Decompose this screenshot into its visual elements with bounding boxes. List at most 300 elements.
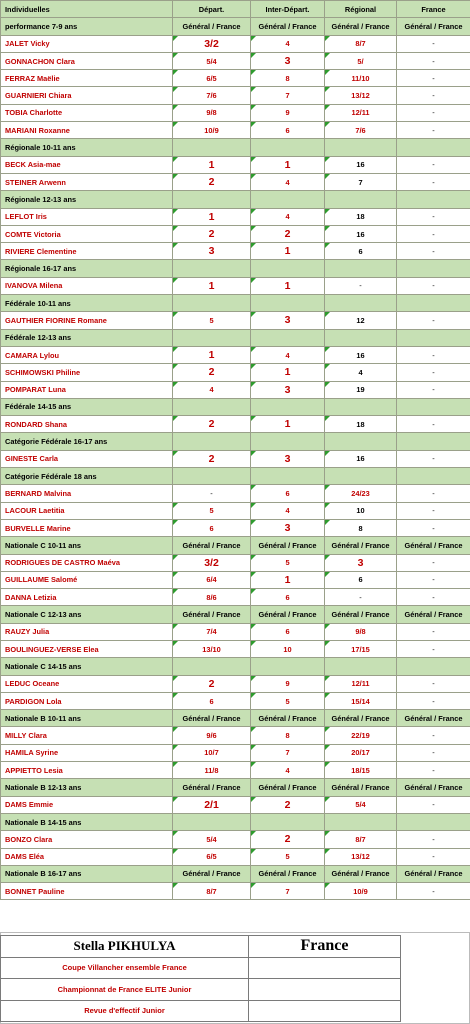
column-header	[173, 658, 251, 675]
athlete-row	[1, 225, 470, 242]
category-header-row	[1, 865, 470, 882]
result-cell: 7/4	[173, 623, 251, 640]
result-cell: 3	[173, 243, 251, 260]
result-cell: 6	[251, 623, 325, 640]
athlete-name: SCHIMOWSKI Philine	[1, 364, 173, 381]
category-header-row	[1, 658, 470, 675]
column-header	[325, 191, 397, 208]
result-cell: 3	[251, 312, 325, 329]
result-cell: 12	[325, 312, 397, 329]
result-cell: 18	[325, 416, 397, 433]
signature-table	[0, 935, 401, 1022]
result-cell: 5/4	[173, 831, 251, 848]
athlete-name: Stella PIKHULYA	[1, 936, 249, 958]
athlete-name: JALET Vicky	[1, 35, 173, 52]
column-header: France	[397, 1, 470, 18]
result-cell: 6	[173, 519, 251, 536]
result-cell: 2/1	[173, 796, 251, 813]
result-cell: 13/10	[173, 640, 251, 657]
category-label: performance 7-9 ans	[1, 18, 173, 35]
result-cell: 1	[173, 277, 251, 294]
athlete-row	[1, 208, 470, 225]
athlete-name: BERNARD Malvina	[1, 485, 173, 502]
category-header-row	[1, 295, 470, 312]
athlete-name: GAUTHIER FIORINE Romane	[1, 312, 173, 329]
category-header-row	[1, 191, 470, 208]
athlete-name: DAMS Eléa	[1, 848, 173, 865]
athlete-row	[1, 744, 470, 761]
athlete-row	[1, 312, 470, 329]
result-cell: 4	[251, 35, 325, 52]
column-header	[173, 139, 251, 156]
athlete-row	[1, 450, 470, 467]
result-cell: -	[397, 312, 470, 329]
category-header-row	[1, 779, 470, 796]
column-header: Général / France	[251, 18, 325, 35]
column-header	[251, 398, 325, 415]
column-header	[251, 433, 325, 450]
result-cell: 3	[325, 554, 397, 571]
result-cell: 5/	[325, 52, 397, 69]
column-header: Général / France	[397, 865, 470, 882]
column-header	[397, 433, 470, 450]
result-cell: 7/6	[325, 122, 397, 139]
athlete-row	[1, 571, 470, 588]
result-cell: 8	[325, 519, 397, 536]
column-header	[173, 398, 251, 415]
result-cell: 22/19	[325, 727, 397, 744]
athlete-name: CAMARA Lylou	[1, 346, 173, 363]
competition-item: Revue d'effectif Junior	[1, 1000, 249, 1022]
result-cell: 16	[325, 346, 397, 363]
result-cell: 18/15	[325, 762, 397, 779]
result-cell: 7	[251, 87, 325, 104]
result-cell: 4	[173, 381, 251, 398]
category-label: Nationale C 14-15 ans	[1, 658, 173, 675]
result-cell: -	[397, 848, 470, 865]
column-header: Général / France	[397, 606, 470, 623]
column-header: Général / France	[325, 710, 397, 727]
athlete-row	[1, 796, 470, 813]
result-cell: 2	[173, 416, 251, 433]
result-cell: 2	[173, 675, 251, 692]
athlete-row	[1, 692, 470, 709]
column-header	[173, 433, 251, 450]
column-header: Général / France	[397, 779, 470, 796]
result-cell: -	[397, 70, 470, 87]
category-label: Nationale C 10-11 ans	[1, 537, 173, 554]
category-label: Régionale 12-13 ans	[1, 191, 173, 208]
column-header	[325, 139, 397, 156]
result-cell: 9/8	[325, 623, 397, 640]
category-label: Nationale B 16-17 ans	[1, 865, 173, 882]
athlete-name: BURVELLE Marine	[1, 519, 173, 536]
result-cell: 8/7	[325, 35, 397, 52]
athlete-name: GINESTE Carla	[1, 450, 173, 467]
result-cell: 10/9	[173, 122, 251, 139]
result-cell: 5	[251, 554, 325, 571]
category-label: Nationale B 10-11 ans	[1, 710, 173, 727]
result-cell: 5/4	[173, 52, 251, 69]
result-cell: -	[397, 744, 470, 761]
result-cell: -	[397, 450, 470, 467]
result-cell: 10/9	[325, 883, 397, 900]
category-label: Fédérale 12-13 ans	[1, 329, 173, 346]
column-header: Général / France	[251, 865, 325, 882]
result-cell: 1	[251, 156, 325, 173]
result-cell: 16	[325, 225, 397, 242]
column-header	[397, 329, 470, 346]
result-cell: -	[397, 675, 470, 692]
athlete-row	[1, 52, 470, 69]
athlete-name: FERRAZ Maëlie	[1, 70, 173, 87]
column-header	[251, 139, 325, 156]
result-cell: 20/17	[325, 744, 397, 761]
athlete-name: RIVIERE Clementine	[1, 243, 173, 260]
category-header-row	[1, 813, 470, 830]
category-label: Nationale B 12-13 ans	[1, 779, 173, 796]
column-header	[325, 260, 397, 277]
result-cell: 19	[325, 381, 397, 398]
result-cell: 2	[173, 173, 251, 190]
result-cell: 10	[325, 502, 397, 519]
result-cell: -	[325, 277, 397, 294]
result-cell: -	[397, 623, 470, 640]
result-cell: 5/4	[325, 796, 397, 813]
result-cell: 1	[251, 416, 325, 433]
result-cell: 8	[251, 70, 325, 87]
result-cell: 5	[251, 692, 325, 709]
athlete-row	[1, 640, 470, 657]
column-header	[173, 260, 251, 277]
result-cell: -	[397, 692, 470, 709]
athlete-row	[1, 35, 470, 52]
result-cell: 10/7	[173, 744, 251, 761]
category-label: Nationale C 12-13 ans	[1, 606, 173, 623]
result-cell: 1	[173, 156, 251, 173]
category-header-row	[1, 710, 470, 727]
athlete-row	[1, 104, 470, 121]
athlete-row	[1, 156, 470, 173]
result-cell: 7	[251, 744, 325, 761]
result-cell: 5	[251, 848, 325, 865]
result-cell: 6	[325, 243, 397, 260]
column-header: Général / France	[173, 537, 251, 554]
result-cell: 6	[251, 485, 325, 502]
result-cell: -	[397, 381, 470, 398]
column-header: Général / France	[173, 18, 251, 35]
column-header	[397, 295, 470, 312]
column-header: Général / France	[173, 865, 251, 882]
athlete-name: LEFLOT Iris	[1, 208, 173, 225]
athlete-name: BOULINGUEZ-VERSE Elea	[1, 640, 173, 657]
result-cell: -	[397, 87, 470, 104]
column-header: Général / France	[251, 606, 325, 623]
result-cell: 7/6	[173, 87, 251, 104]
column-header: Départ.	[173, 1, 251, 18]
athlete-row	[1, 762, 470, 779]
result-cell: -	[397, 364, 470, 381]
result-cell: -	[397, 416, 470, 433]
column-header	[251, 329, 325, 346]
athlete-name: PARDIGON Lola	[1, 692, 173, 709]
athlete-row	[1, 485, 470, 502]
column-header	[325, 468, 397, 485]
column-header: Général / France	[397, 710, 470, 727]
category-header-row	[1, 468, 470, 485]
result-cell: 5	[173, 502, 251, 519]
athlete-row	[1, 381, 470, 398]
column-header: Général / France	[173, 710, 251, 727]
result-cell: 3	[251, 519, 325, 536]
athlete-row	[1, 554, 470, 571]
column-header	[325, 398, 397, 415]
column-header	[325, 295, 397, 312]
column-header	[397, 260, 470, 277]
column-header	[397, 658, 470, 675]
result-cell: -	[397, 519, 470, 536]
athlete-row	[1, 87, 470, 104]
result-cell: 4	[251, 502, 325, 519]
category-header-row	[1, 398, 470, 415]
result-cell: -	[397, 640, 470, 657]
result-cell: 7	[251, 883, 325, 900]
result-cell: -	[397, 122, 470, 139]
athlete-row	[1, 675, 470, 692]
column-header	[397, 813, 470, 830]
result-cell: 13/12	[325, 87, 397, 104]
column-header: Général / France	[251, 710, 325, 727]
athlete-name: LACOUR Laetitia	[1, 502, 173, 519]
athlete-name: LEDUC Oceane	[1, 675, 173, 692]
result-cell: 2	[251, 225, 325, 242]
column-header: Général / France	[325, 606, 397, 623]
result-cell: 8	[251, 727, 325, 744]
athlete-name: GONNACHON Clara	[1, 52, 173, 69]
column-header	[397, 468, 470, 485]
athlete-name: MILLY Clara	[1, 727, 173, 744]
column-header: Général / France	[325, 18, 397, 35]
result-cell: -	[397, 727, 470, 744]
competition-item-empty	[249, 979, 401, 1001]
result-cell: -	[397, 52, 470, 69]
result-cell: 6/5	[173, 848, 251, 865]
result-cell: -	[397, 225, 470, 242]
result-cell: -	[397, 589, 470, 606]
result-cell: 1	[251, 243, 325, 260]
column-header	[397, 398, 470, 415]
competition-item: Championnat de France ELITE Junior	[1, 979, 249, 1001]
category-header-row	[1, 329, 470, 346]
category-label: Catégorie Fédérale 16-17 ans	[1, 433, 173, 450]
column-header	[251, 295, 325, 312]
category-header-row	[1, 18, 470, 35]
result-cell: 8/7	[173, 883, 251, 900]
result-cell: 3/2	[173, 35, 251, 52]
athlete-row	[1, 519, 470, 536]
athlete-name: POMPARAT Luna	[1, 381, 173, 398]
column-header	[251, 191, 325, 208]
result-cell: -	[397, 485, 470, 502]
result-cell: 7	[325, 173, 397, 190]
category-header-row	[1, 433, 470, 450]
result-cell: -	[397, 554, 470, 571]
category-label: Individuelles	[1, 1, 173, 18]
column-header	[251, 813, 325, 830]
result-cell: -	[397, 571, 470, 588]
result-cell: 2	[173, 364, 251, 381]
category-label: Fédérale 14-15 ans	[1, 398, 173, 415]
athlete-name: RAUZY Julia	[1, 623, 173, 640]
result-cell: 17/15	[325, 640, 397, 657]
athlete-row	[1, 727, 470, 744]
column-header: Général / France	[251, 779, 325, 796]
result-cell: 24/23	[325, 485, 397, 502]
result-cell: 4	[251, 208, 325, 225]
result-cell: 2	[173, 450, 251, 467]
column-header	[325, 433, 397, 450]
column-header	[173, 329, 251, 346]
athlete-name: RONDARD Shana	[1, 416, 173, 433]
athlete-row	[1, 277, 470, 294]
result-cell: 1	[173, 208, 251, 225]
athlete-name: BONZO Clara	[1, 831, 173, 848]
column-header	[325, 329, 397, 346]
result-cell: 9	[251, 675, 325, 692]
column-header	[251, 658, 325, 675]
athlete-name: IVANOVA Milena	[1, 277, 173, 294]
result-cell: 15/14	[325, 692, 397, 709]
result-cell: 12/11	[325, 675, 397, 692]
result-cell: 6/4	[173, 571, 251, 588]
result-cell: 3	[251, 52, 325, 69]
athlete-name: APPIETTO Lesia	[1, 762, 173, 779]
athlete-name: COMTE Victoria	[1, 225, 173, 242]
athlete-name: BECK Asia-mae	[1, 156, 173, 173]
result-cell: 16	[325, 450, 397, 467]
result-cell: -	[397, 104, 470, 121]
result-cell: -	[325, 589, 397, 606]
result-cell: 8/6	[173, 589, 251, 606]
result-cell: 1	[173, 346, 251, 363]
result-cell: 1	[251, 277, 325, 294]
result-cell: 6	[173, 692, 251, 709]
athlete-row	[1, 364, 470, 381]
result-cell: -	[397, 35, 470, 52]
result-cell: 6/5	[173, 70, 251, 87]
column-header	[173, 191, 251, 208]
column-header	[173, 813, 251, 830]
column-header: Général / France	[325, 779, 397, 796]
result-cell: 6	[251, 122, 325, 139]
result-cell: 4	[251, 346, 325, 363]
competition-item-empty	[249, 957, 401, 979]
result-cell: -	[397, 883, 470, 900]
column-header	[397, 191, 470, 208]
athlete-name: DANNA Letizia	[1, 589, 173, 606]
result-cell: -	[397, 208, 470, 225]
competition-item: Coupe Villancher ensemble France	[1, 957, 249, 979]
athlete-name: RODRIGUES DE CASTRO Maéva	[1, 554, 173, 571]
athlete-name: GUARNIERI Chiara	[1, 87, 173, 104]
athlete-row	[1, 883, 470, 900]
athlete-name: TOBIA Charlotte	[1, 104, 173, 121]
result-cell: -	[397, 346, 470, 363]
column-header	[251, 468, 325, 485]
column-header: Général / France	[173, 606, 251, 623]
result-cell: 18	[325, 208, 397, 225]
result-cell: -	[397, 502, 470, 519]
column-header: Général / France	[325, 865, 397, 882]
result-cell: 9/8	[173, 104, 251, 121]
result-cell: 10	[251, 640, 325, 657]
column-header	[173, 468, 251, 485]
result-cell: 8/7	[325, 831, 397, 848]
result-cell: 3	[251, 450, 325, 467]
result-cell: 2	[251, 796, 325, 813]
result-cell: -	[397, 156, 470, 173]
athlete-row	[1, 346, 470, 363]
category-header-row	[1, 139, 470, 156]
athlete-row	[1, 122, 470, 139]
result-cell: 9	[251, 104, 325, 121]
column-header	[325, 658, 397, 675]
competition-item-empty	[249, 1000, 401, 1022]
result-cell: 4	[251, 173, 325, 190]
athlete-row	[1, 243, 470, 260]
category-header-row	[1, 260, 470, 277]
result-cell: 13/12	[325, 848, 397, 865]
athlete-name: MARIANI Roxanne	[1, 122, 173, 139]
result-cell: 11/10	[325, 70, 397, 87]
result-cell: -	[397, 831, 470, 848]
column-header: Inter-Départ.	[251, 1, 325, 18]
result-cell: 3	[251, 381, 325, 398]
category-header-row	[1, 606, 470, 623]
athlete-name: STEINER Arwenn	[1, 173, 173, 190]
column-header	[251, 260, 325, 277]
result-cell: 6	[325, 571, 397, 588]
result-cell: 6	[251, 589, 325, 606]
result-cell: 11/8	[173, 762, 251, 779]
athlete-row	[1, 589, 470, 606]
result-cell: 4	[251, 762, 325, 779]
column-header: Général / France	[397, 18, 470, 35]
category-label: Régionale 10-11 ans	[1, 139, 173, 156]
athlete-row	[1, 623, 470, 640]
result-cell: -	[397, 796, 470, 813]
result-cell: -	[397, 277, 470, 294]
result-cell: -	[397, 243, 470, 260]
athlete-row	[1, 831, 470, 848]
athlete-row	[1, 848, 470, 865]
result-cell: 9/6	[173, 727, 251, 744]
category-label: Fédérale 10-11 ans	[1, 295, 173, 312]
result-cell: -	[397, 762, 470, 779]
column-header: Général / France	[173, 779, 251, 796]
result-cell: 16	[325, 156, 397, 173]
result-cell: 2	[173, 225, 251, 242]
result-cell: 1	[251, 571, 325, 588]
result-cell: 3/2	[173, 554, 251, 571]
category-label: Régionale 16-17 ans	[1, 260, 173, 277]
athlete-row	[1, 416, 470, 433]
result-cell: 12/11	[325, 104, 397, 121]
athlete-row	[1, 173, 470, 190]
column-header: Régional	[325, 1, 397, 18]
result-cell: 5	[173, 312, 251, 329]
column-header	[173, 295, 251, 312]
